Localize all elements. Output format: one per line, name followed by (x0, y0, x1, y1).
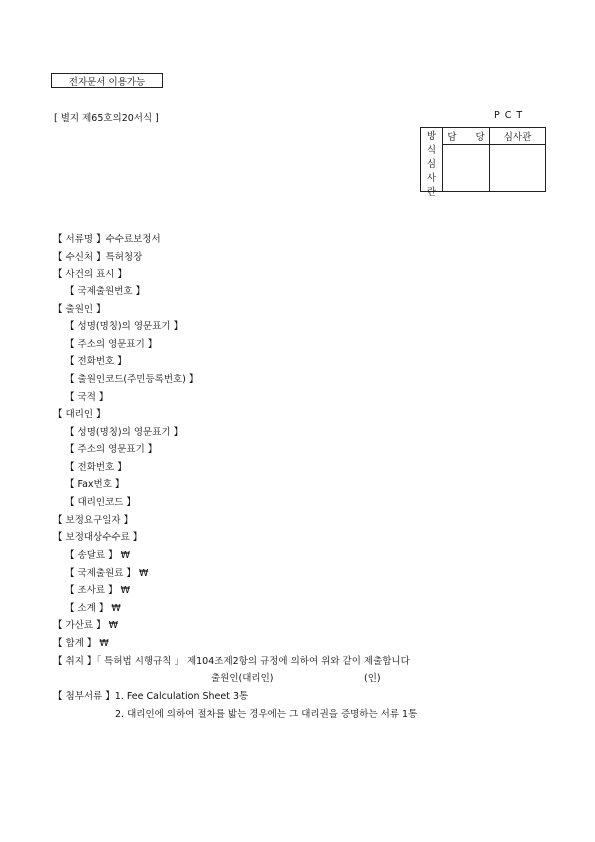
approval-char: 사 (426, 173, 437, 184)
approval-char: 심 (426, 159, 437, 170)
field-agent-address-english: 【 주소의 영문표기 】 (65, 444, 158, 455)
field-agent-phone: 【 전화번호 】 (65, 462, 127, 473)
field-fees-to-correct: 【 보정대상수수료 】 (53, 532, 143, 543)
field-transmittal-fee: 【 송달료 】 ₩ (65, 550, 130, 561)
field-document-name: 【 서류명 】수수료보정서 (53, 234, 161, 245)
field-total: 【 합계 】 ₩ (53, 638, 109, 649)
approval-header-staff: 담 당 (443, 128, 490, 145)
approval-char: 식 (426, 145, 437, 156)
field-surcharge: 【 가산료 】 ₩ (53, 620, 118, 631)
approval-header-examiner: 심사관 (490, 128, 545, 145)
applicant-agent-label: 출원인(대리인) (211, 673, 274, 684)
field-purpose: 【 취지 】「 특허법 시행규칙 」 제104조제2항의 규정에 의하여 위와 같이 제출합니다 (53, 656, 410, 667)
field-applicant-name-english: 【 성명(명칭)의 영문표기 】 (65, 321, 184, 332)
field-attachments: 【 첨부서류 】1. Fee Calculation Sheet 3통 (53, 691, 249, 702)
electronic-document-badge: 전자문서 이용가능 (51, 73, 163, 88)
attachment-item-2: 2. 대리인에 의하여 절차를 밟는 경우에는 그 대리권을 증명하는 서류 1통 (115, 709, 418, 720)
field-case-indication: 【 사건의 표시 】 (53, 269, 127, 280)
field-intl-application-number: 【 국제출원번호 】 (65, 286, 146, 297)
approval-vertical-label (421, 128, 443, 198)
field-search-fee: 【 조사료 】 ₩ (65, 585, 130, 596)
field-intl-filing-fee: 【 국제출원료 】 ₩ (65, 568, 149, 579)
field-applicant-phone: 【 전화번호 】 (65, 356, 127, 367)
pct-label: PCT (494, 110, 528, 121)
field-subtotal: 【 소계 】 ₩ (65, 603, 121, 614)
field-agent-name-english: 【 성명(명칭)의 영문표기 】 (65, 427, 184, 438)
field-nationality: 【 국적 】 (65, 392, 109, 403)
field-recipient: 【 수신처 】특허청장 (53, 252, 143, 263)
approval-cell-staff (443, 145, 490, 191)
form-reference: [ 별지 제65호의20서식 ] (54, 113, 159, 124)
field-applicant-address-english: 【 주소의 영문표기 】 (65, 339, 158, 350)
field-agent: 【 대리인 】 (53, 409, 106, 420)
field-agent-fax: 【 Fax번호 】 (65, 479, 125, 490)
field-correction-request-date: 【 보정요구일자 】 (53, 515, 134, 526)
approval-char: 방 (426, 131, 437, 142)
seal-label: (인) (364, 673, 381, 684)
field-agent-code: 【 대리인코드 】 (65, 497, 136, 508)
field-applicant: 【 출원인 】 (53, 304, 106, 315)
field-applicant-code: 【 출원인코드(주민등록번호) 】 (65, 374, 199, 385)
approval-char: 란 (426, 187, 437, 198)
approval-box (420, 127, 546, 198)
approval-cell-examiner (490, 145, 545, 191)
